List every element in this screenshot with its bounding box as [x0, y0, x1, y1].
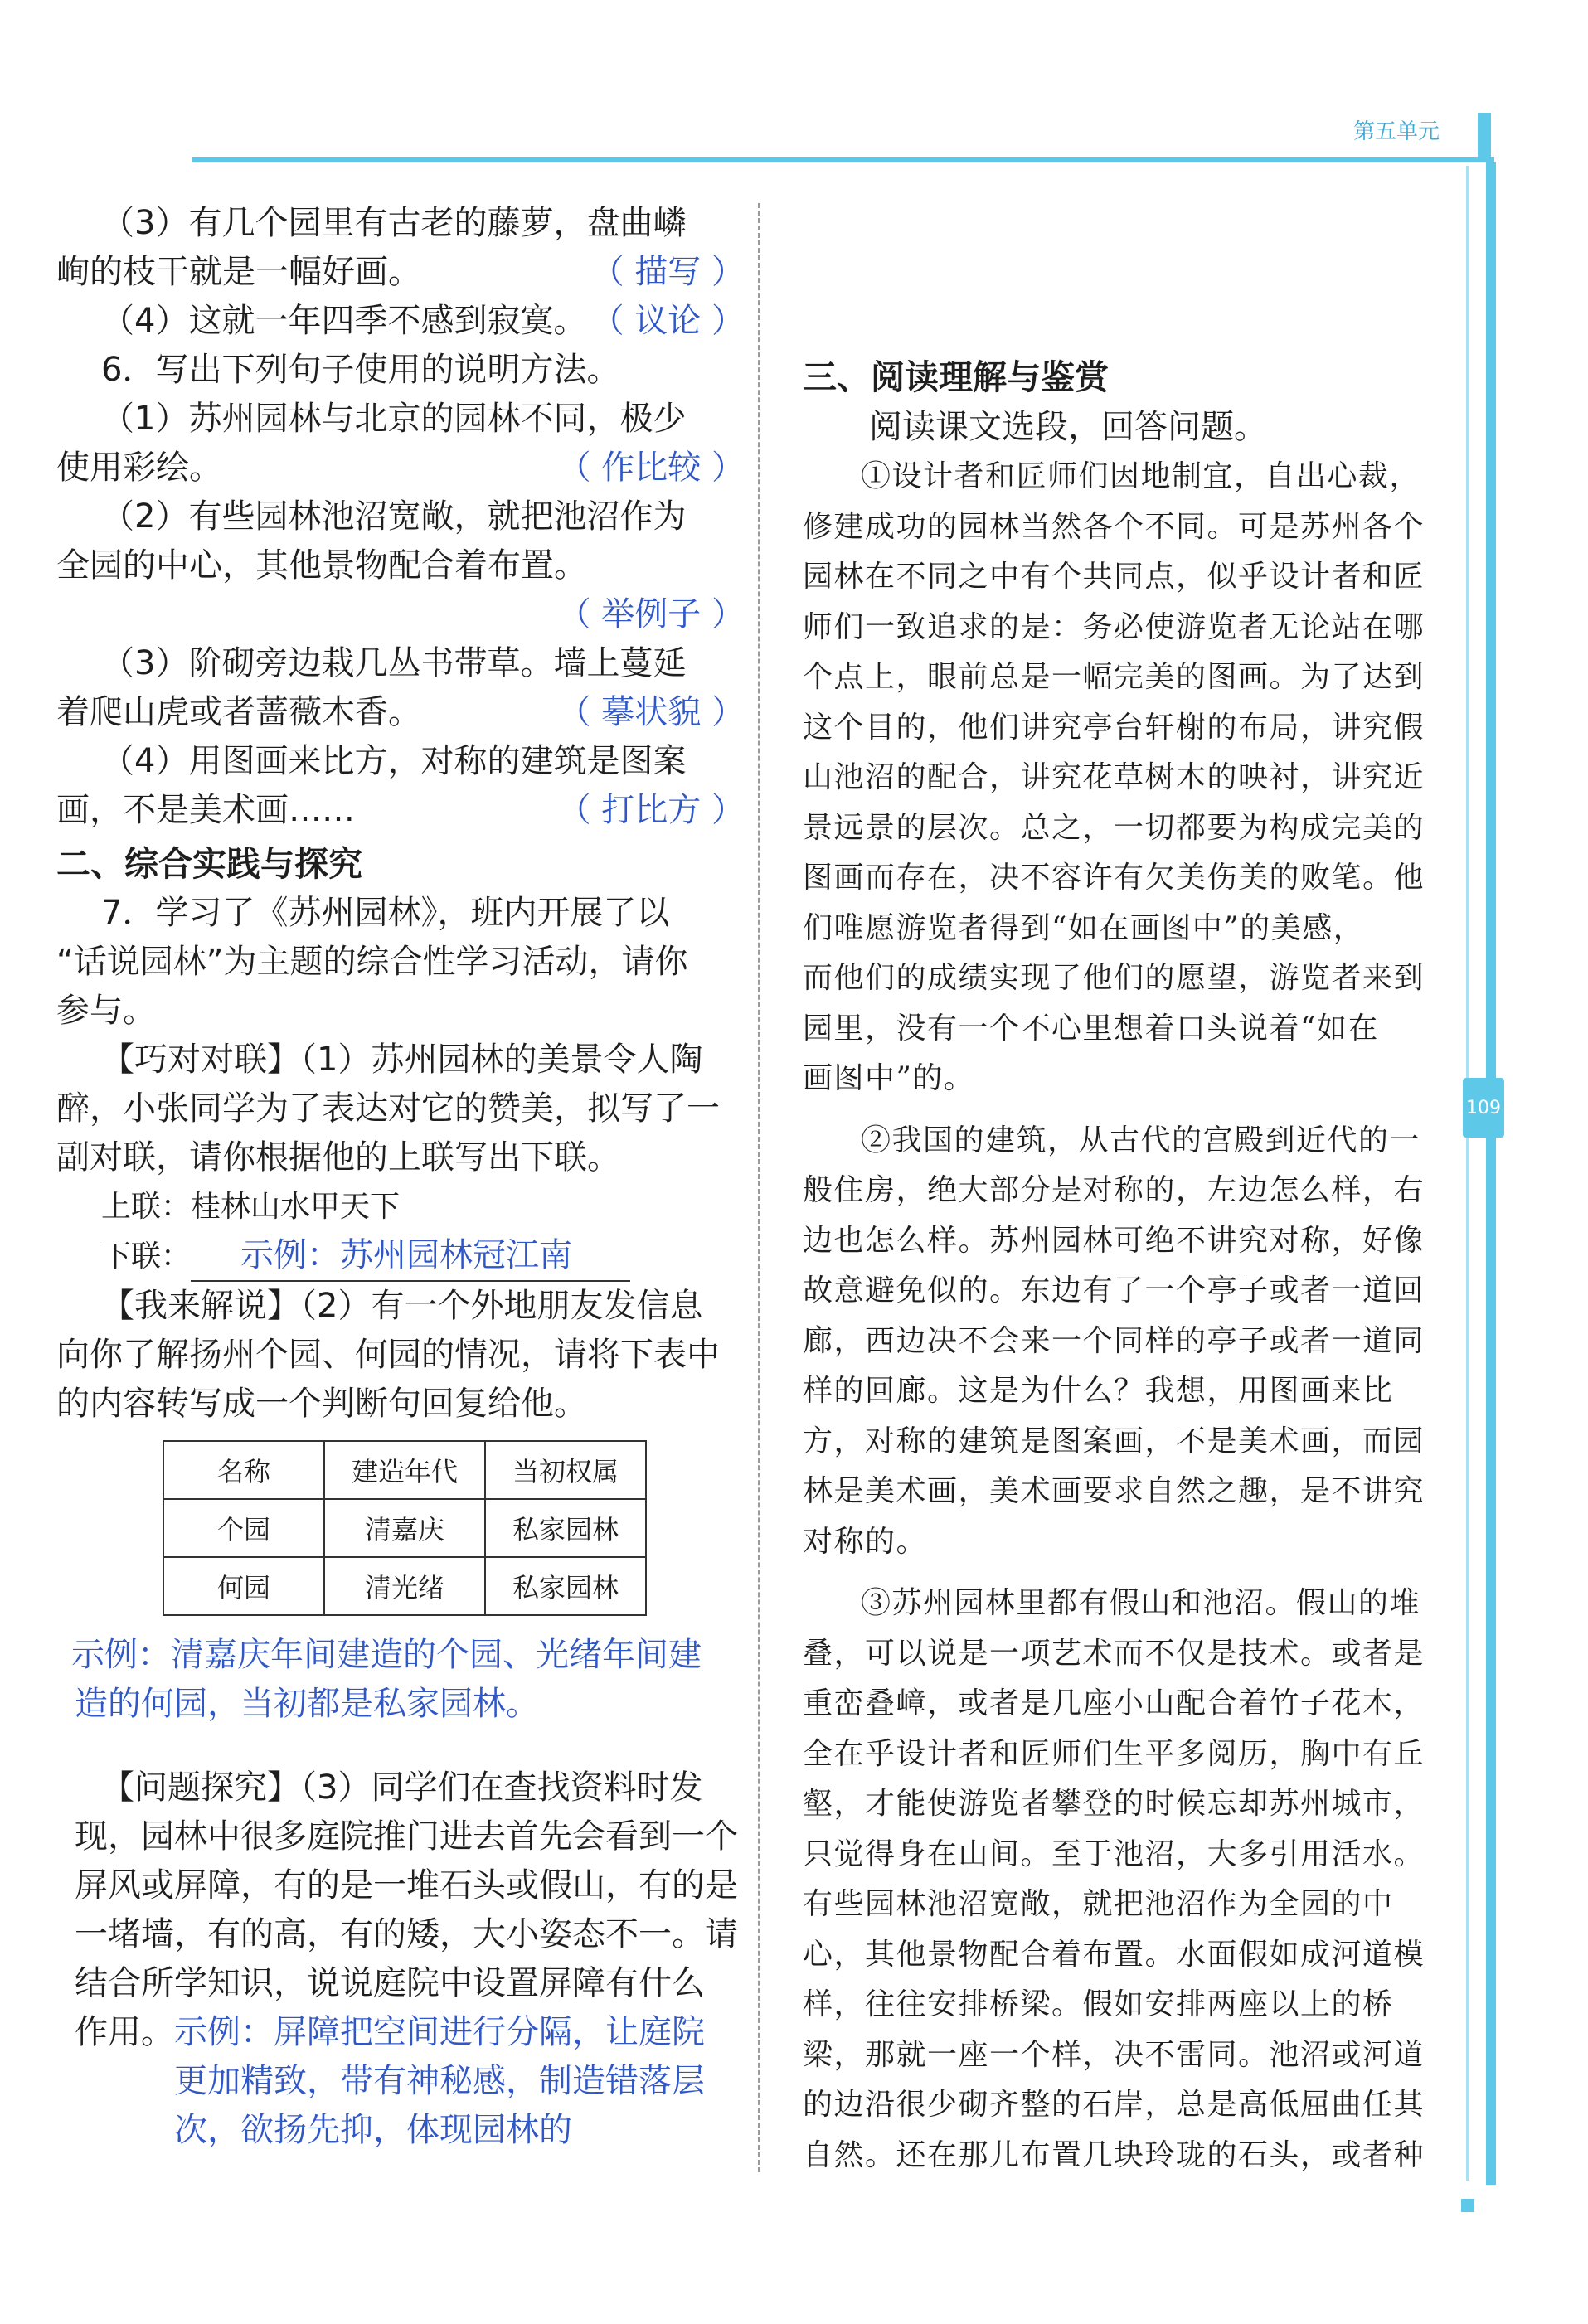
- explain-answer-line1: 示例：清嘉庆年间建造的个园、光绪年间建: [71, 1636, 702, 1674]
- inquiry-line3: 屏风或屏障，有的是一堆石头或假山，有的是: [75, 1866, 738, 1904]
- passage-line: 个点上，眼前总是一幅完美的图画。为了达到: [803, 660, 1425, 694]
- table-header: 建造年代: [324, 1441, 485, 1499]
- passage-line: ③苏州园林里都有假山和池沼。假山的堆: [861, 1586, 1421, 1620]
- q7-line3: 参与。: [56, 992, 156, 1030]
- passage-line: 样的回廊。这是为什么？我想，用图画来比: [803, 1374, 1394, 1408]
- table-cell: 私家园林: [485, 1499, 646, 1557]
- q5-3-answer: （ 描写 ）: [590, 253, 745, 291]
- passage-line: 有些园林池沼宽敞，就把池沼作为全园的中: [803, 1887, 1394, 1921]
- left-column: [56, 199, 745, 2155]
- q6-2-line2: 全园的中心，其他景物配合着布置。: [56, 546, 587, 585]
- q6-4-line2: 画，不是美术画……: [56, 791, 355, 829]
- passage-line: 廊，西边决不会来一个同样的亭子或者一道同: [803, 1323, 1425, 1358]
- q6-4-row: [56, 786, 745, 835]
- header-rule: [192, 157, 1494, 162]
- lower-couplet: [56, 1231, 745, 1282]
- inquiry-line6: [56, 2008, 745, 2057]
- q5-4-answer: （ 议论 ）: [590, 302, 745, 340]
- q7-line2: “话说园林”为主题的综合性学习活动，请你: [56, 943, 688, 981]
- q5-3-row: [56, 248, 745, 297]
- passage-line: 故意避免似的。东边有了一个亭子或者一道回: [803, 1274, 1425, 1308]
- q6-title: 6．写出下列句子使用的说明方法。: [101, 351, 620, 389]
- passage-line: 梁，那就一座一个样，决不雷同。池沼或河道: [803, 2037, 1425, 2072]
- table-cell: 何园: [163, 1557, 324, 1615]
- passage-line: 叠，可以说是一项艺术而不仅是技术。或者是: [803, 1636, 1425, 1671]
- passage-line: 只觉得身在山间。至于池沼，大多引用活水。: [803, 1836, 1425, 1871]
- passage-line: 壑，才能使游览者攀登的时候忘却苏州城市，: [803, 1787, 1425, 1821]
- q6-1-answer: （ 作比较 ）: [557, 449, 745, 487]
- passage-line: 们唯愿游览者得到“如在画图中”的美感，: [803, 910, 1365, 945]
- passage-line: 的边沿很少砌齐整的石岸，总是高低屈曲任其: [803, 2088, 1425, 2122]
- passage-line: 修建成功的园林当然各个不同。可是苏州各个: [803, 509, 1425, 544]
- side-bar: [1486, 162, 1496, 2185]
- passage-line: 样，往往安排桥梁。假如安排两座以上的桥: [803, 1987, 1394, 2021]
- table-header: 名称: [163, 1441, 324, 1499]
- explain-answer: [71, 1631, 745, 1729]
- section3-title: 三、阅读理解与鉴赏: [803, 357, 1109, 397]
- passage-line: ②我国的建筑，从古代的宫殿到近代的一: [861, 1123, 1421, 1157]
- section2-title: 二、综合实践与探究: [56, 844, 362, 884]
- q6-3-answer: （ 摹状貌 ）: [557, 693, 745, 731]
- column-divider: [758, 203, 760, 2172]
- passage-line: 画图中”的。: [803, 1061, 975, 1095]
- inquiry-line5: 结合所学知识，说说庭院中设置屏障有什么: [75, 1964, 705, 2002]
- passage-line: 而他们的成绩实现了他们的愿望，游览者来到: [803, 961, 1425, 995]
- q6-2-line1: （2）有些园林池沼宽敞，就把池沼作为: [101, 497, 687, 536]
- upper-couplet: 上联：桂林山水甲天下: [101, 1190, 401, 1224]
- inquiry-answer-line1: 示例：屏障把空间进行分隔，让庭院: [174, 2013, 705, 2051]
- inquiry-line4: 一堵墙，有的高，有的矮，大小姿态不一。请: [75, 1915, 738, 1953]
- q6-1-line1: （1）苏州园林与北京的园林不同，极少: [101, 400, 687, 438]
- page-number: 109: [1463, 1078, 1504, 1138]
- passage-line: 林是美术画，美术画要求自然之趣，是不讲究: [803, 1474, 1425, 1508]
- inquiry-line2: 现，园林中很多庭院推门进去首先会看到一个: [75, 1817, 738, 1856]
- inquiry-answer-line2: 更加精致，带有神秘感，制造错落层: [174, 2062, 705, 2100]
- passage-line: 心，其他景物配合着布置。水面假如成河道模: [803, 1937, 1425, 1972]
- lower-label: 下联：: [101, 1240, 192, 1274]
- table-cell: 清光绪: [324, 1557, 485, 1615]
- q6-4-answer: （ 打比方 ）: [557, 791, 745, 829]
- table-row: [163, 1499, 646, 1557]
- table-header: 当初权属: [485, 1441, 646, 1499]
- q6-3-line2: 着爬山虎或者蔷薇木香。: [56, 693, 421, 731]
- passage-line: 全在乎设计者和匠师们生平多阅历，胸中有丘: [803, 1736, 1425, 1771]
- passage-line: 园里，没有一个不心里想着口头说着“如在: [803, 1011, 1379, 1046]
- q7-line1: 7．学习了《苏州园林》，班内开展了以: [101, 894, 670, 932]
- table-cell: 个园: [163, 1499, 324, 1557]
- table-cell: 清嘉庆: [324, 1499, 485, 1557]
- passage-line: ①设计者和匠师们因地制宜，自出心裁，: [861, 459, 1421, 493]
- q6-1-row: [56, 444, 745, 492]
- passage-line: 自然。还在那儿布置几块玲珑的石头，或者种: [803, 2137, 1425, 2172]
- passage-line: 师们一致追求的是：务必使游览者无论站在哪: [803, 609, 1425, 644]
- unit-label: 第五单元: [1353, 119, 1440, 144]
- passage-line: 般住房，绝大部分是对称的，左边怎么样，右: [803, 1173, 1425, 1207]
- right-column: [803, 352, 1483, 2181]
- inquiry-line6-text: 作用。: [75, 2013, 174, 2051]
- explain-line1: 【我来解说】（2）有一个外地朋友发信息: [101, 1287, 703, 1325]
- couplet-line2: 醉，小张同学为了表达对它的赞美，拟写了一: [56, 1089, 720, 1128]
- header-tab: [1478, 113, 1491, 161]
- q5-4-line: （4）这就一年四季不感到寂寞。: [101, 302, 587, 340]
- passage-line: 方，对称的建筑是图案画，不是美术画，而园: [803, 1424, 1425, 1458]
- passage-line: 图画而存在，决不容许有欠美伤美的败笔。他: [803, 861, 1425, 895]
- table-row: [163, 1557, 646, 1615]
- q6-3-row: [56, 688, 745, 737]
- passage-line: 这个目的，他们讲究亭台轩榭的布局，讲究假: [803, 710, 1425, 745]
- passage-line: 景远景的层次。总之，一切都要为构成完美的: [803, 810, 1425, 845]
- q6-4-line1: （4）用图画来比方，对称的建筑是图案: [101, 742, 687, 780]
- couplet-line1: 【巧对对联】（1）苏州园林的美景令人陶: [101, 1041, 703, 1079]
- q6-2-answer: （ 举例子 ）: [557, 595, 745, 633]
- explain-line2: 向你了解扬州个园、何园的情况，请将下表中: [56, 1336, 720, 1374]
- passage-line: 对称的。: [803, 1524, 928, 1559]
- q5-3-line1: （3）有几个园里有古老的藤萝，盘曲嶙: [101, 204, 687, 242]
- passage-line: 边也怎么样。苏州园林可绝不讲究对称，好像: [803, 1223, 1425, 1258]
- reading-passage: [803, 452, 1483, 2181]
- passage-line: 重峦叠嶂，或者是几座小山配合着竹子花木，: [803, 1686, 1425, 1720]
- table-header-row: [163, 1441, 646, 1499]
- passage-line: 山池沼的配合，讲究花草树木的映衬，讲究近: [803, 760, 1425, 794]
- explain-line3: 的内容转写成一个判断句回复给他。: [56, 1385, 587, 1423]
- lower-answer: 示例：苏州园林冠江南: [191, 1231, 630, 1282]
- reading-lead: 阅读课文选段，回答问题。: [869, 408, 1267, 446]
- q5-3-line2: 峋的枝干就是一幅好画。: [56, 253, 421, 291]
- inquiry-line1: 【问题探究】（3）同学们在查找资料时发: [101, 1768, 703, 1807]
- couplet-line3: 副对联，请你根据他的上联写出下联。: [56, 1138, 620, 1177]
- garden-table: [163, 1440, 647, 1616]
- passage-line: 园林在不同之中有个共同点，似乎设计者和匠: [803, 560, 1425, 594]
- q6-3-line1: （3）阶砌旁边栽几丛书带草。墙上蔓延: [101, 644, 687, 682]
- bottom-marker: [1461, 2199, 1474, 2212]
- explain-answer-line2: 造的何园，当初都是私家园林。: [75, 1685, 539, 1723]
- q6-2-row: [56, 590, 745, 639]
- q6-1-line2: 使用彩绘。: [56, 449, 222, 487]
- q5-4-row: [56, 297, 745, 346]
- table-cell: 私家园林: [485, 1557, 646, 1615]
- inquiry-answer-line3: 次，欲扬先抑，体现园林的: [174, 2111, 572, 2149]
